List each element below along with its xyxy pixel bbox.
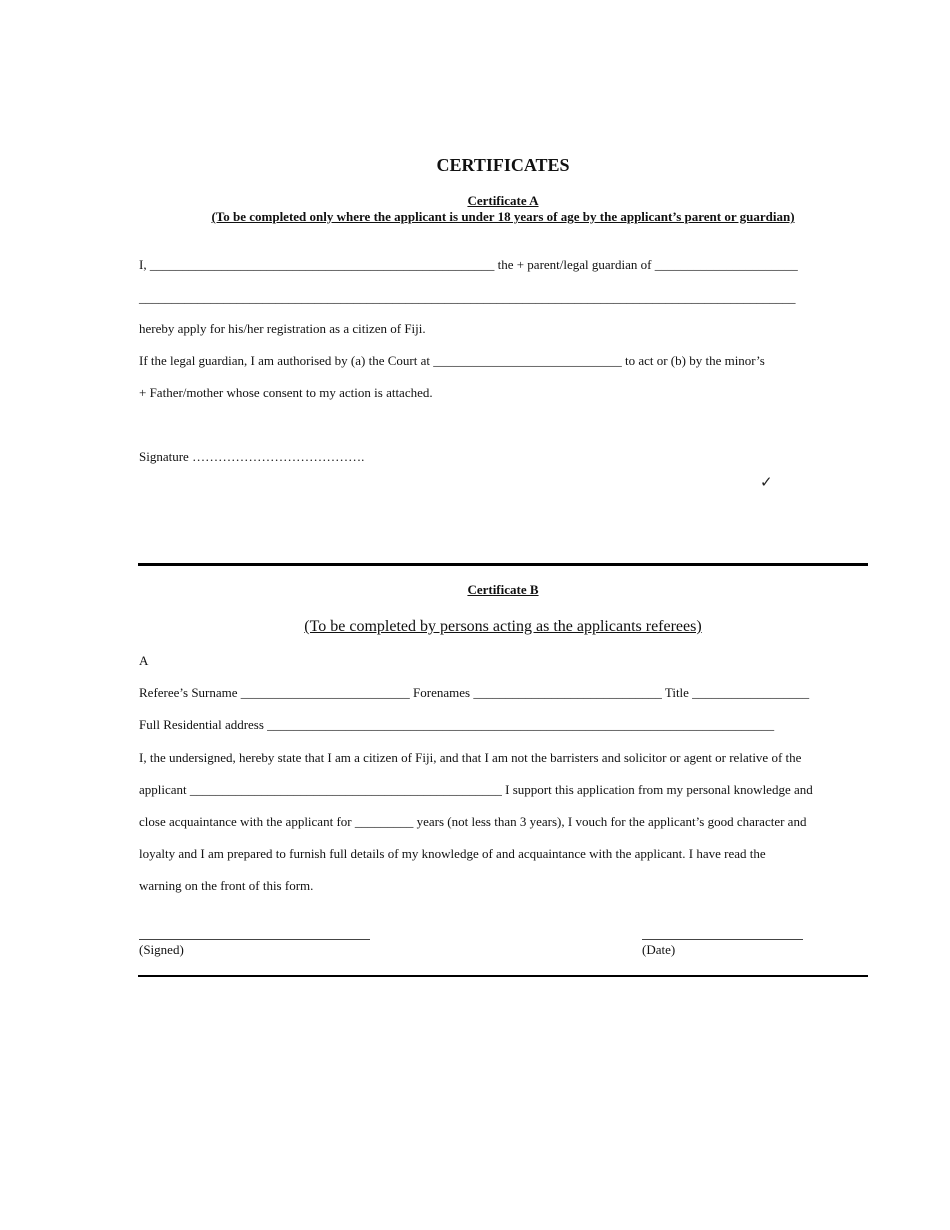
- referee-statement-line-1: I, the undersigned, hereby state that I am a citizen of Fiji, and that I am not the barristers and solicitor or agent or relative of the: [139, 750, 802, 765]
- certificate-b-heading: Certificate B: [467, 582, 539, 597]
- certificate-a-signature: Signature ………………………………….: [139, 449, 365, 464]
- certificate-a-heading: Certificate A: [467, 193, 539, 208]
- certificate-b-label-a: A: [139, 653, 149, 668]
- certificate-a-minor-name-line: _____________________________________________________________________________________________________: [139, 290, 796, 305]
- referee-statement-line-2: applicant ________________________________________________ I support this application from my personal knowledge and: [139, 782, 813, 797]
- section-divider: [138, 563, 868, 566]
- certificate-a-guardian-line: I, _____________________________________________________ the + parent/legal guardian of ______________________: [139, 257, 798, 272]
- certificate-a-subheading: (To be completed only where the applicant is under 18 years of age by the applicant’s parent or guardian): [211, 209, 795, 224]
- certificate-a-apply-statement: hereby apply for his/her registration as a citizen of Fiji.: [139, 321, 426, 336]
- signed-line: [139, 939, 370, 940]
- date-label: (Date): [642, 942, 676, 957]
- referee-statement-line-5: warning on the front of this form.: [139, 878, 314, 893]
- checkmark: ✓: [760, 475, 773, 491]
- referee-statement-line-3: close acquaintance with the applicant for _________ years (not less than 3 years), I vouch for the applicant’s good character and: [139, 814, 807, 829]
- certificate-b-subheading: (To be completed by persons acting as the applicants referees): [304, 618, 702, 635]
- signed-label: (Signed): [139, 942, 184, 957]
- page-title: CERTIFICATES: [436, 155, 570, 175]
- referee-statement-line-4: loyalty and I am prepared to furnish full details of my knowledge of and acquaintance with the applicant. I have read the: [139, 846, 766, 861]
- date-line: [642, 939, 803, 940]
- referee-name-line: Referee’s Surname __________________________ Forenames _____________________________ Title __________________: [139, 685, 810, 700]
- certificate-a-consent-line: + Father/mother whose consent to my action is attached.: [139, 385, 433, 400]
- bottom-divider: [138, 975, 868, 977]
- certificate-a-authorisation-line: If the legal guardian, I am authorised by (a) the Court at _____________________________ to act or (b) by the minor’s: [139, 353, 765, 368]
- referee-address-line: Full Residential address ______________________________________________________________________________: [139, 717, 775, 732]
